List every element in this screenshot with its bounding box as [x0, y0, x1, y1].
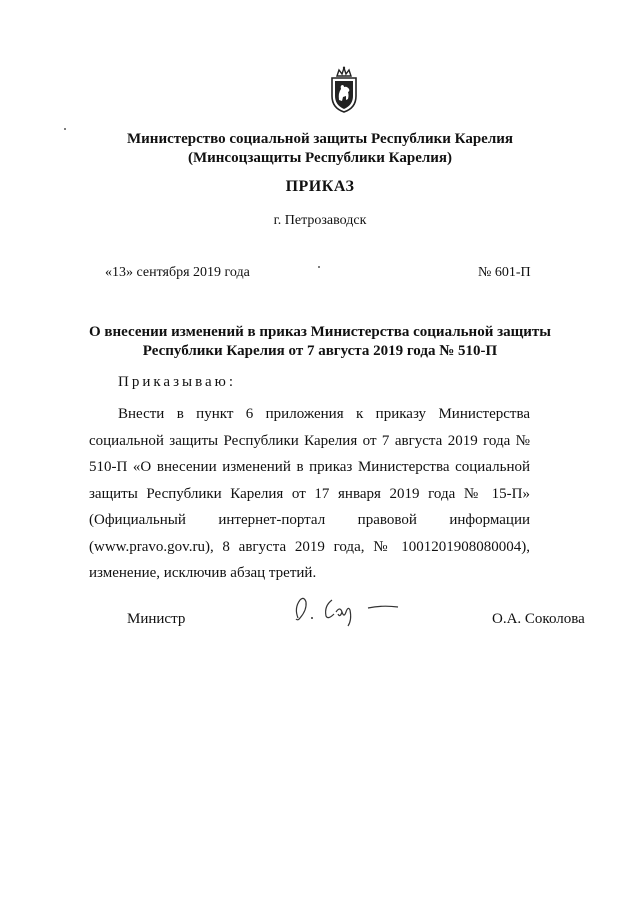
organization-short-name: (Минсоцзащиты Республики Карелия) [187, 150, 453, 166]
scan-speck [318, 266, 320, 268]
order-paragraph: Внести в пункт 6 приложения к приказу Министерства социальной защиты Республики Карелия от 7 августа 2019 года № 510-П «О внесении изменений в приказ Министерства социальной защиты Республики Карелия от 17 января 2019 года № 15-П» (Официальный интернет-портал правовой информации (www.pravo.gov.ru), 8 августа 2019 года, № 1001201908080004), изменение, исключив абзац третий. [89, 406, 530, 581]
organization-name: Министерство социальной защиты Республики Карелия [127, 131, 513, 147]
city-line: г. Петрозаводск [273, 213, 367, 228]
document-title: ПРИКАЗ [285, 178, 355, 195]
signatory-name: О.А. Соколова [492, 611, 585, 627]
handwritten-signature [290, 590, 420, 630]
order-keyword: Приказываю: [118, 374, 236, 390]
order-number: № 601-П [478, 265, 531, 280]
karelia-coat-of-arms-icon [328, 66, 360, 114]
signatory-title: Министр [127, 611, 186, 627]
order-subject-line-2: Республики Карелия от 7 августа 2019 года № 510-П [142, 343, 498, 359]
order-subject-line-1: О внесении изменений в приказ Министерства социальной защиты [88, 324, 552, 340]
scan-speck [64, 128, 66, 130]
order-date: «13» сентября 2019 года [105, 265, 250, 280]
